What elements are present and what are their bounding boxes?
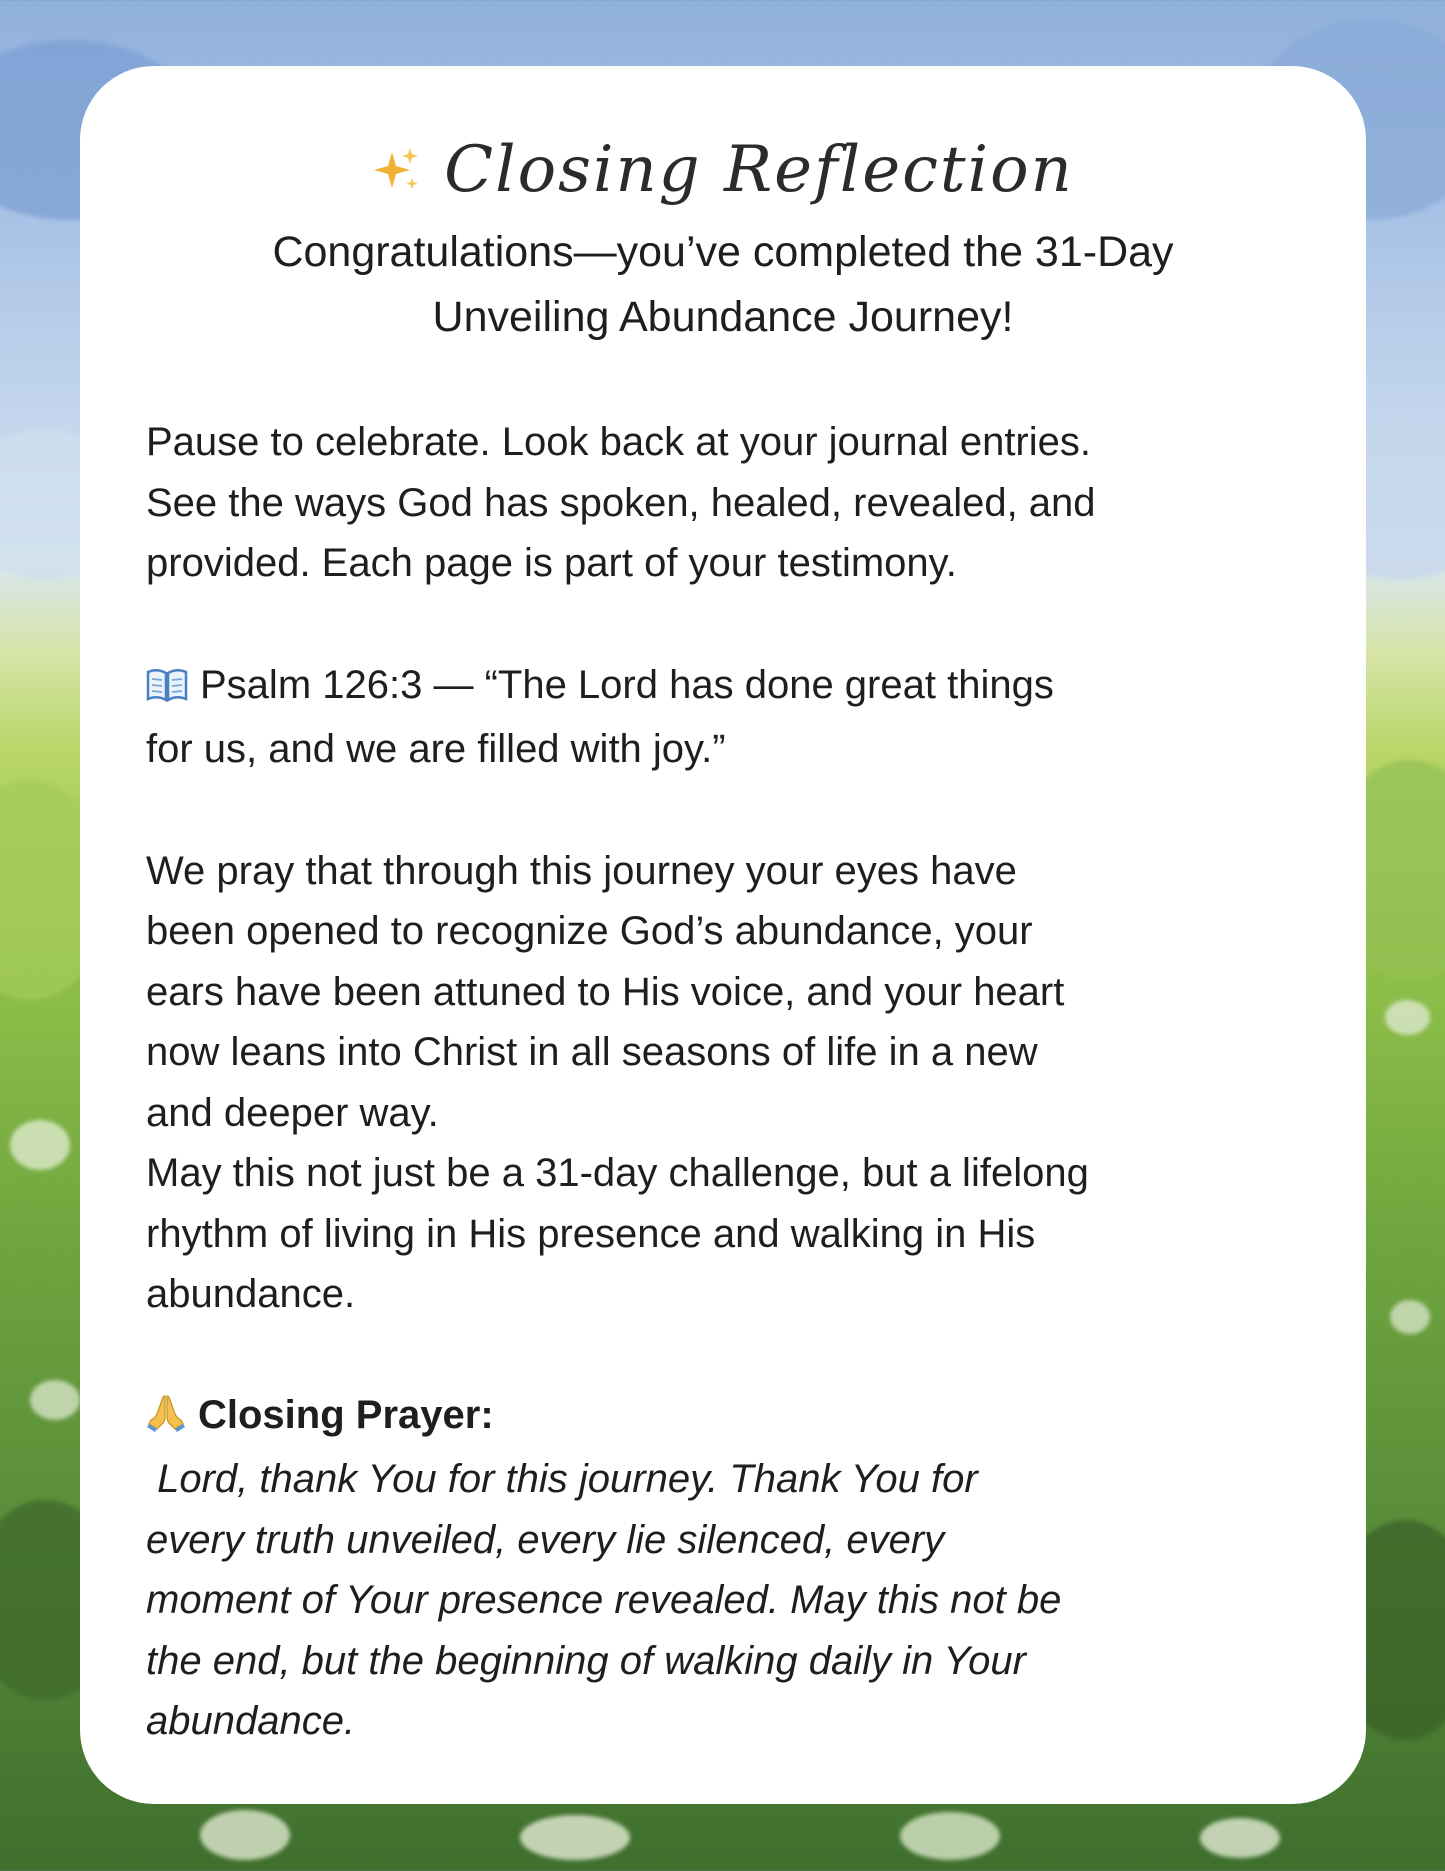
subtitle-line: Congratulations—you’ve completed the 31-Day [272,228,1174,276]
text-line: abundance. [146,1272,356,1316]
text-line: ears have been attuned to His voice, and your heart [146,969,1065,1014]
prayer-line: Lord, thank You for this journey. Thank You for [146,1457,978,1501]
prayer-line: moment of Your presence revealed. May this not be [146,1578,1062,1622]
prayer-intro-paragraph [146,841,1300,1325]
praying-hands-icon [146,1389,186,1450]
closing-prayer-label: Closing Prayer: [198,1392,494,1437]
closing-prayer-section [146,1385,1300,1752]
text-line: been opened to recognize God’s abundance, your [146,909,1033,953]
celebrate-paragraph [146,412,1300,594]
title-row [146,124,1300,216]
text-line: We pray that through this journey your eyes have [146,848,1017,893]
text-line: now leans into Christ in all seasons of life in a new [146,1030,1038,1074]
text-line: and deeper way. [146,1090,439,1135]
text-line: rhythm of living in His presence and walking in His [146,1211,1036,1256]
reflection-card [80,66,1366,1804]
subtitle-line: Unveiling Abundance Journey! [432,293,1014,341]
prayer-line: abundance. [146,1699,356,1743]
text-line: provided. Each page is part of your testimony. [146,541,957,585]
open-book-icon [146,659,188,720]
prayer-line: every truth unveiled, every lie silenced, every [146,1517,945,1562]
text-line: Pause to celebrate. Look back at your journal entries. [146,420,1091,464]
sparkles-icon [372,146,420,194]
prayer-line: the end, but the beginning of walking daily in Your [146,1638,1026,1683]
subtitle [146,220,1300,350]
text-line: See the ways God has spoken, healed, revealed, and [146,480,1096,525]
psalm-line [146,655,1300,720]
psalm-paragraph [146,655,1300,780]
psalm-text: Psalm 126:3 — “The Lord has done great things [200,662,1054,707]
text-line: May this not just be a 31-day challenge, but a lifelong [146,1151,1089,1195]
psalm-line: for us, and we are filled with joy.” [146,727,726,771]
closing-prayer-heading [146,1385,1300,1450]
page-title: Closing Reflection [444,133,1074,207]
